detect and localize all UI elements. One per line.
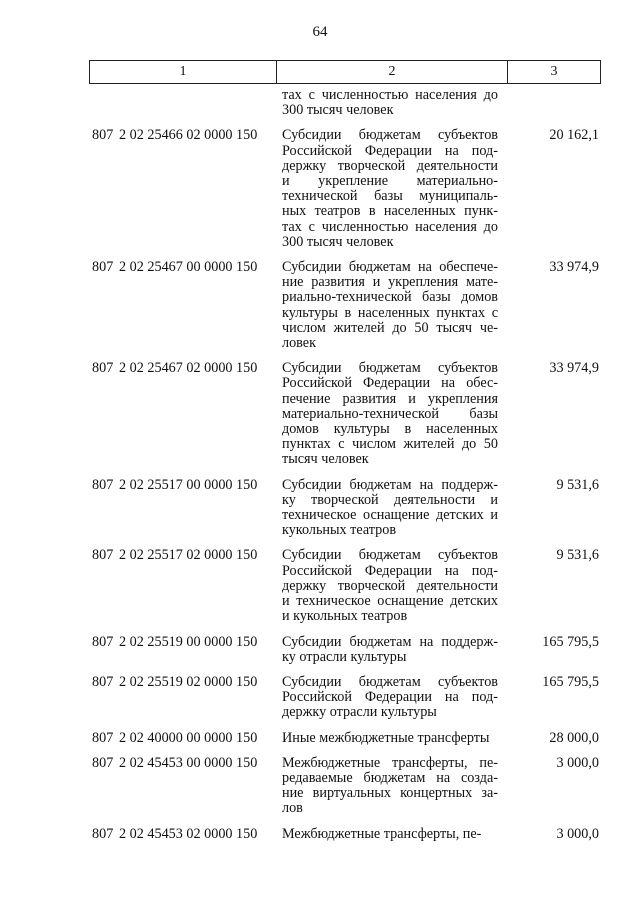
income-name-line: ных театров в населенных пунк- — [282, 203, 498, 220]
table-row — [89, 635, 601, 665]
amount: 3 000,0 — [556, 754, 599, 771]
table-row — [89, 260, 601, 351]
income-name-line: ние развития и укрепления мате- — [282, 274, 498, 291]
header-col-1: 1 — [90, 61, 277, 83]
income-name-line: и кукольных театров — [282, 608, 408, 625]
income-name-line: пунктах с числом жителей до 50 — [282, 436, 498, 453]
income-name-line: Субсидии бюджетам субъектов — [282, 127, 498, 144]
income-name-line: Субсидии бюджетам субъектов — [282, 360, 498, 377]
income-name-line: лов — [282, 800, 303, 817]
table-body — [89, 88, 601, 842]
admin-code: 807 — [92, 127, 114, 144]
budget-code: 2 02 25517 02 0000 150 — [119, 547, 258, 564]
table-header — [89, 60, 601, 84]
income-name-line: тысяч человек — [282, 451, 369, 468]
income-name — [276, 478, 498, 539]
income-name-line: 300 тысяч человек — [282, 102, 394, 119]
budget-code: 2 02 25519 02 0000 150 — [119, 673, 258, 690]
table-row — [89, 478, 601, 539]
income-name-line: технической базы муниципаль- — [282, 188, 498, 205]
income-name-line: ние виртуальных концертных за- — [282, 785, 498, 802]
income-name — [276, 260, 498, 351]
income-name-line: домов культуры в населенных — [282, 421, 498, 438]
budget-code: 2 02 40000 00 0000 150 — [119, 729, 258, 746]
amount: 28 000,0 — [549, 729, 599, 746]
amount: 33 974,9 — [549, 360, 599, 377]
table-row — [89, 128, 601, 250]
amount: 9 531,6 — [556, 547, 599, 564]
income-name — [276, 756, 498, 817]
amount: 165 795,5 — [542, 673, 599, 690]
budget-code: 2 02 25467 00 0000 150 — [119, 259, 258, 276]
income-name-line: держку творческой деятельности — [282, 577, 498, 594]
income-name-line: риально-технической базы домов — [282, 289, 498, 306]
amount: 165 795,5 — [542, 633, 599, 650]
amount — [498, 88, 601, 118]
amount: 33 974,9 — [549, 259, 599, 276]
income-name — [276, 827, 498, 842]
income-name-line: и укрепление материально- — [282, 173, 498, 190]
admin-code: 807 — [92, 547, 114, 564]
table-row — [89, 361, 601, 467]
budget-code: 2 02 25467 02 0000 150 — [119, 360, 258, 377]
amount: 20 162,1 — [549, 127, 599, 144]
table-row — [89, 548, 601, 624]
income-name-line: и техническое оснащение детских — [282, 593, 498, 610]
income-name-line: материально-технической базы — [282, 405, 498, 422]
budget-code: 2 02 45453 00 0000 150 — [119, 754, 258, 771]
admin-code: 807 — [92, 259, 114, 276]
admin-code: 807 — [92, 754, 114, 771]
admin-code: 807 — [92, 729, 114, 746]
income-name — [276, 731, 498, 746]
table-row — [89, 731, 601, 746]
page-number: 64 — [312, 24, 328, 40]
income-name-line: культуры в населенных пунктах с — [282, 304, 498, 321]
income-name-line: Субсидии бюджетам субъектов — [282, 547, 498, 564]
income-name-line: ку творческой деятельности и — [282, 491, 498, 508]
income-name-line: редаваемые бюджетам на созда- — [282, 769, 498, 786]
income-name-line: Иные межбюджетные трансферты — [282, 729, 490, 746]
income-name — [276, 361, 498, 467]
budget-code — [119, 88, 276, 118]
admin-code: 807 — [92, 360, 114, 377]
amount: 3 000,0 — [556, 825, 599, 842]
table-row — [89, 88, 601, 118]
income-name-line: Российской Федерации на под- — [282, 689, 498, 706]
income-name-line: тах с численностью населения до — [282, 87, 498, 103]
income-name-line: ловек — [282, 335, 316, 352]
income-name — [276, 635, 498, 665]
income-name-line: печение развития и укрепления — [282, 390, 498, 407]
income-name — [276, 675, 498, 721]
income-name-line: ку отрасли культуры — [282, 648, 407, 665]
income-name-line: Субсидии бюджетам субъектов — [282, 673, 498, 690]
income-name-line: 300 тысяч человек — [282, 233, 394, 250]
amount: 9 531,6 — [556, 476, 599, 493]
income-name — [276, 88, 498, 118]
income-name-line: Российской Федерации на обес- — [282, 375, 498, 392]
income-name-line: держку творческой деятельности — [282, 157, 498, 174]
income-name-line: Российской Федерации на под- — [282, 562, 498, 579]
income-name — [276, 128, 498, 250]
income-name-line: Субсидии бюджетам на обеспече- — [282, 259, 498, 276]
budget-code: 2 02 25519 00 0000 150 — [119, 633, 258, 650]
header-col-2: 2 — [277, 61, 508, 83]
admin-code: 807 — [92, 633, 114, 650]
income-name-line: Субсидии бюджетам на поддерж- — [282, 633, 498, 650]
admin-code: 807 — [92, 673, 114, 690]
budget-code: 2 02 25466 02 0000 150 — [119, 127, 258, 144]
income-name-line: кукольных театров — [282, 522, 397, 539]
income-name-line: техническое оснащение детских и — [282, 507, 498, 524]
header-col-3: 3 — [550, 64, 558, 79]
table-row — [89, 756, 601, 817]
table-row — [89, 827, 601, 842]
admin-code — [89, 88, 119, 118]
income-name-line: Межбюджетные трансферты, пе- — [282, 754, 498, 771]
income-name-line: держку отрасли культуры — [282, 704, 437, 721]
income-name-line: Субсидии бюджетам на поддерж- — [282, 476, 498, 493]
income-name-line: Межбюджетные трансферты, пе- — [282, 825, 482, 842]
income-name-line: Российской Федерации на под- — [282, 142, 498, 159]
admin-code: 807 — [92, 476, 114, 493]
income-name-line: тах с численностью населения до — [282, 218, 498, 235]
budget-code: 2 02 45453 02 0000 150 — [119, 825, 258, 842]
income-name — [276, 548, 498, 624]
budget-code: 2 02 25517 00 0000 150 — [119, 476, 258, 493]
admin-code: 807 — [92, 825, 114, 842]
table-row — [89, 675, 601, 721]
income-name-line: числом жителей до 50 тысяч че- — [282, 319, 498, 336]
